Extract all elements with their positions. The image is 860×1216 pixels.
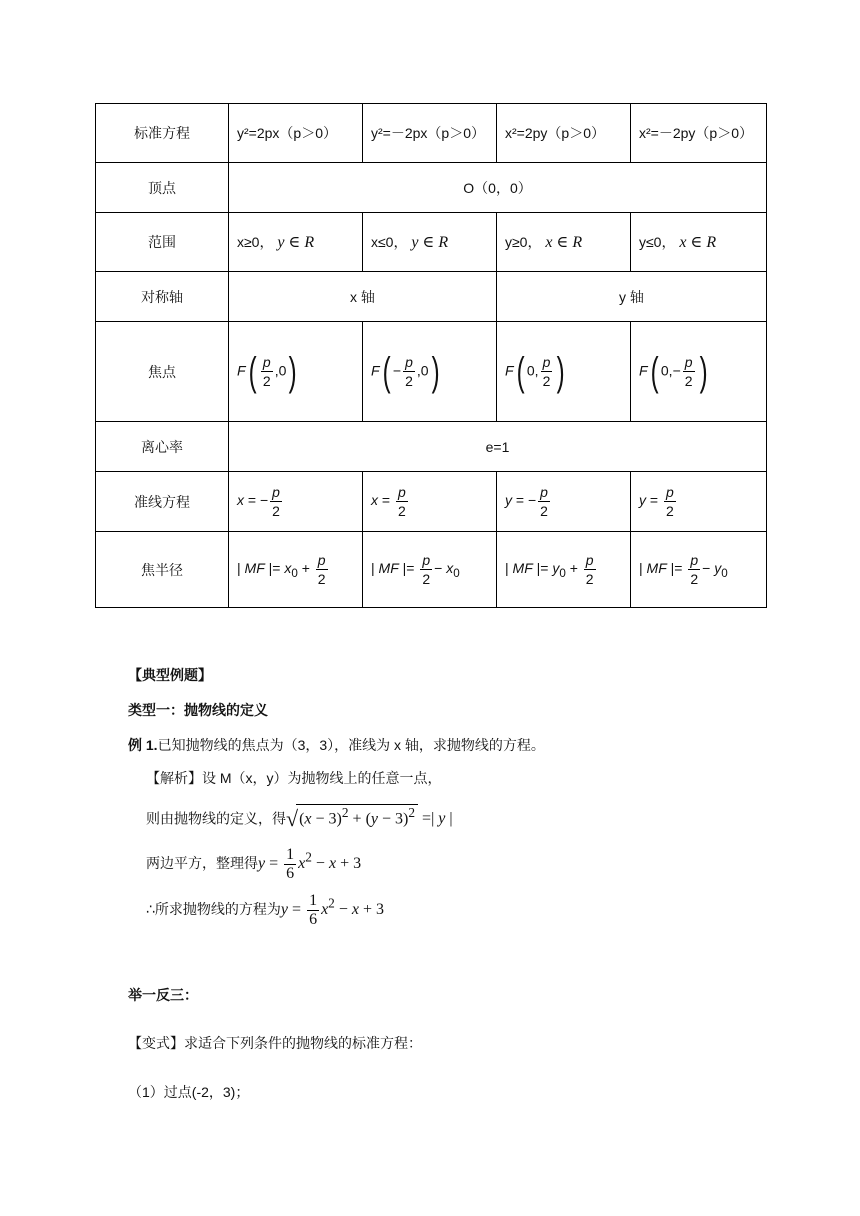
- table-cell: O（0，0）: [229, 163, 767, 213]
- range-math: x ∈ R: [545, 234, 583, 251]
- table-row: [96, 104, 767, 163]
- therefore-text: ∴所求抛物线的方程为: [146, 901, 281, 918]
- focal-radius-formula: | MF |= $\frac{p}{2}$ − $x_0$: [363, 532, 497, 608]
- range-text: x≤0，: [371, 234, 408, 250]
- directrix-formula: y = $\frac{p}{2}$: [631, 472, 767, 532]
- example-text: 已知抛物线的焦点为（3，3），准线为 x 轴，求抛物线的方程。: [157, 737, 545, 753]
- table-row: [96, 272, 767, 322]
- focus-formula: F( − $\frac{p}{2}$ ,0): [363, 322, 497, 422]
- range-text: y≤0，: [639, 234, 676, 250]
- row-label: 顶点: [96, 163, 229, 213]
- row-label: 标准方程: [96, 104, 229, 163]
- section-heading: 【典型例题】: [128, 667, 212, 683]
- variant-item-1: （1）过点(-2，3)；: [128, 1084, 250, 1100]
- row-label: 范围: [96, 213, 229, 272]
- range-text: x≥0，: [237, 234, 274, 250]
- table-cell: [363, 213, 497, 272]
- example-line: [128, 735, 545, 755]
- table-cell: x 轴: [229, 272, 497, 322]
- table-cell: [497, 213, 631, 272]
- therefore-line: ∴所求抛物线的方程为y = $\frac{1}{6}$ $x^2 - x + 3$: [146, 892, 385, 928]
- focal-radius-formula: | MF |= $x_0$ + $\frac{p}{2}$: [229, 532, 363, 608]
- table-row: [96, 322, 767, 422]
- type-heading: 类型一：抛物线的定义: [128, 702, 268, 718]
- focus-formula: F( 0, $\frac{p}{2}$ ): [497, 322, 631, 422]
- square-line: 两边平方，整理得y = $\frac{1}{6}$ $x^2 - x + 3$: [146, 846, 362, 882]
- variant-line: 【变式】求适合下列条件的抛物线的标准方程：: [128, 1035, 422, 1051]
- table-row: [96, 472, 767, 532]
- analysis-line: 【解析】设 M（x，y）为抛物线上的任意一点，: [146, 770, 442, 786]
- range-text: y≥0，: [505, 234, 542, 250]
- directrix-formula: x = − $\frac{p}{2}$: [229, 472, 363, 532]
- directrix-formula: x = $\frac{p}{2}$: [363, 472, 497, 532]
- row-label: 焦点: [96, 322, 229, 422]
- table-cell: y²=2px（p＞0）: [229, 104, 363, 163]
- directrix-formula: y = − $\frac{p}{2}$: [497, 472, 631, 532]
- table-cell: [229, 213, 363, 272]
- table-row: [96, 422, 767, 472]
- focus-formula: F( 0,− $\frac{p}{2}$ ): [631, 322, 767, 422]
- definition-text: 则由抛物线的定义，得: [146, 810, 286, 827]
- focal-radius-formula: | MF |= $y_0$ + $\frac{p}{2}$: [497, 532, 631, 608]
- square-text: 两边平方，整理得: [146, 855, 258, 872]
- table-cell: x²=2py（p＞0）: [497, 104, 631, 163]
- table-row: [96, 532, 767, 608]
- practice-heading: 举一反三：: [128, 987, 198, 1003]
- range-math: y ∈ R: [411, 234, 449, 251]
- row-label: 焦半径: [96, 532, 229, 608]
- example-label: 例 1.: [128, 737, 158, 753]
- row-label: 对称轴: [96, 272, 229, 322]
- row-label: 离心率: [96, 422, 229, 472]
- table-cell: x²=－2py（p＞0）: [631, 104, 767, 163]
- focal-radius-formula: | MF |= $\frac{p}{2}$ − $y_0$: [631, 532, 767, 608]
- focus-formula: F( $\frac{p}{2}$ ,0): [229, 322, 363, 422]
- table-cell: y²=－2px（p＞0）: [363, 104, 497, 163]
- range-math: y ∈ R: [277, 234, 315, 251]
- table-cell: y 轴: [497, 272, 767, 322]
- table-row: [96, 163, 767, 213]
- definition-line: 则由抛物线的定义，得$√(x - 3)^2 + (y - 3)^2$ =| y |: [146, 805, 453, 832]
- range-math: x ∈ R: [679, 234, 717, 251]
- row-label: 准线方程: [96, 472, 229, 532]
- table-cell: e=1: [229, 422, 767, 472]
- table-row: [96, 213, 767, 272]
- table-cell: [631, 213, 767, 272]
- parabola-properties-table: [95, 103, 767, 608]
